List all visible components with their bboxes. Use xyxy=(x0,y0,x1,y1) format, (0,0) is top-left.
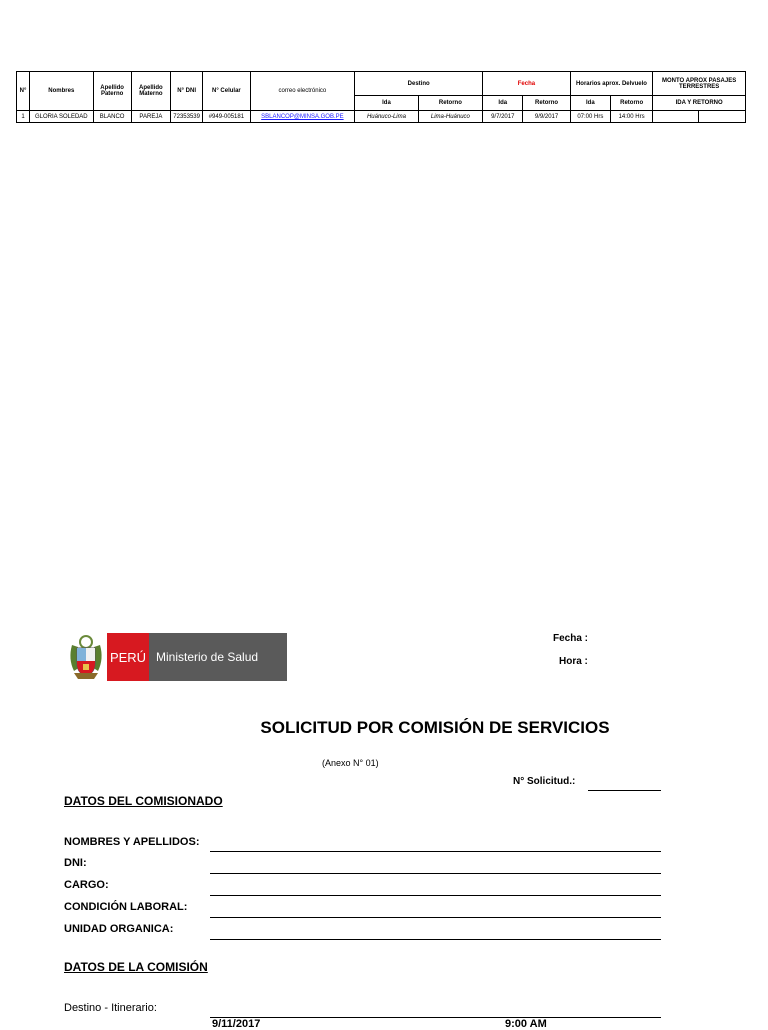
cell-celular: #949-005181 xyxy=(203,111,250,123)
col-celular: N° Celular xyxy=(203,72,250,111)
table-row xyxy=(17,111,746,123)
col-fecha: Fecha xyxy=(483,72,571,96)
peru-logo-box: PERÚ xyxy=(107,633,149,681)
anexo-label: (Anexo N° 01) xyxy=(322,758,379,768)
col-monto: MONTO APROX PASAJES TERRESTRES xyxy=(653,72,746,96)
nombres-apellidos-label: NOMBRES Y APELLIDOS: xyxy=(64,836,200,848)
section-datos-comisionado: DATOS DEL COMISIONADO xyxy=(64,794,223,808)
cell-dni: 72353539 xyxy=(171,111,203,123)
cell-correo xyxy=(250,111,355,123)
n-solicitud-field[interactable] xyxy=(588,790,661,791)
hora-label: Hora : xyxy=(559,656,588,667)
subcol-destino-retorno: Retorno xyxy=(418,96,482,111)
cell-fecha-ida: 9/7/2017 xyxy=(483,111,523,123)
table-header-row xyxy=(17,72,746,96)
condicion-laboral-label: CONDICIÓN LABORAL: xyxy=(64,901,188,913)
nombres-apellidos-field[interactable] xyxy=(210,851,661,852)
coat-of-arms-icon xyxy=(66,633,106,681)
col-correo: correo electrónico xyxy=(250,72,355,111)
col-n: N° xyxy=(17,72,30,111)
cell-destino-retorno: Lima-Huánuco xyxy=(418,111,482,123)
col-apellido-materno: Apellido Materno xyxy=(131,72,170,111)
page-title: SOLICITUD POR COMISIÓN DE SERVICIOS xyxy=(260,718,610,737)
subcol-fecha-retorno: Retorno xyxy=(523,96,570,111)
col-horarios: Horarios aprox. Delvuelo xyxy=(570,72,653,96)
col-nombres: Nombres xyxy=(30,72,93,111)
cell-fecha-retorno: 9/9/2017 xyxy=(523,111,570,123)
destino-itinerario-label: Destino - Itinerario: xyxy=(64,1002,157,1014)
subcol-fecha-ida: Ida xyxy=(483,96,523,111)
destino-itinerario-field[interactable] xyxy=(210,1017,661,1018)
cell-hora-retorno: 14:00 Hrs xyxy=(610,111,652,123)
email-link[interactable]: SBLANCOP@MINSA.GOB.PE xyxy=(261,113,344,120)
cell-nombres: GLORIA SOLEDAD xyxy=(30,111,93,123)
cargo-label: CARGO: xyxy=(64,879,109,891)
peru-coat-of-arms-logo xyxy=(66,633,106,681)
partial-time-value: 9:00 AM xyxy=(505,1018,547,1030)
subcol-destino-ida: Ida xyxy=(355,96,418,111)
ministerio-logo-box: Ministerio de Salud xyxy=(149,633,287,681)
unidad-organica-field[interactable] xyxy=(210,939,661,940)
col-dni: N° DNI xyxy=(171,72,203,111)
subcol-ida-y-retorno: IDA Y RETORNO xyxy=(653,96,746,111)
n-solicitud-label: N° Solicitud.: xyxy=(513,776,576,787)
cargo-field[interactable] xyxy=(210,895,661,896)
cell-hora-ida: 07:00 Hrs xyxy=(570,111,610,123)
dni-field[interactable] xyxy=(210,873,661,874)
cell-monto-a xyxy=(653,111,698,123)
unidad-organica-label: UNIDAD ORGANICA: xyxy=(64,923,174,935)
condicion-laboral-field[interactable] xyxy=(210,917,661,918)
cell-monto-b xyxy=(698,111,745,123)
cell-destino-ida: Huánuco-Lima xyxy=(355,111,418,123)
subcol-hora-ida: Ida xyxy=(570,96,610,111)
col-destino: Destino xyxy=(355,72,483,96)
dni-label: DNI: xyxy=(64,857,87,869)
cell-apellido-materno: PAREJA xyxy=(131,111,170,123)
comisionados-table xyxy=(16,71,746,123)
fecha-label: Fecha : xyxy=(553,633,589,644)
cell-n: 1 xyxy=(17,111,30,123)
partial-date-value: 9/11/2017 xyxy=(212,1018,261,1030)
section-datos-comision: DATOS DE LA COMISIÓN xyxy=(64,960,208,974)
cell-apellido-paterno: BLANCO xyxy=(93,111,131,123)
subcol-hora-retorno: Retorno xyxy=(610,96,652,111)
col-apellido-paterno: Apellido Paterno xyxy=(93,72,131,111)
